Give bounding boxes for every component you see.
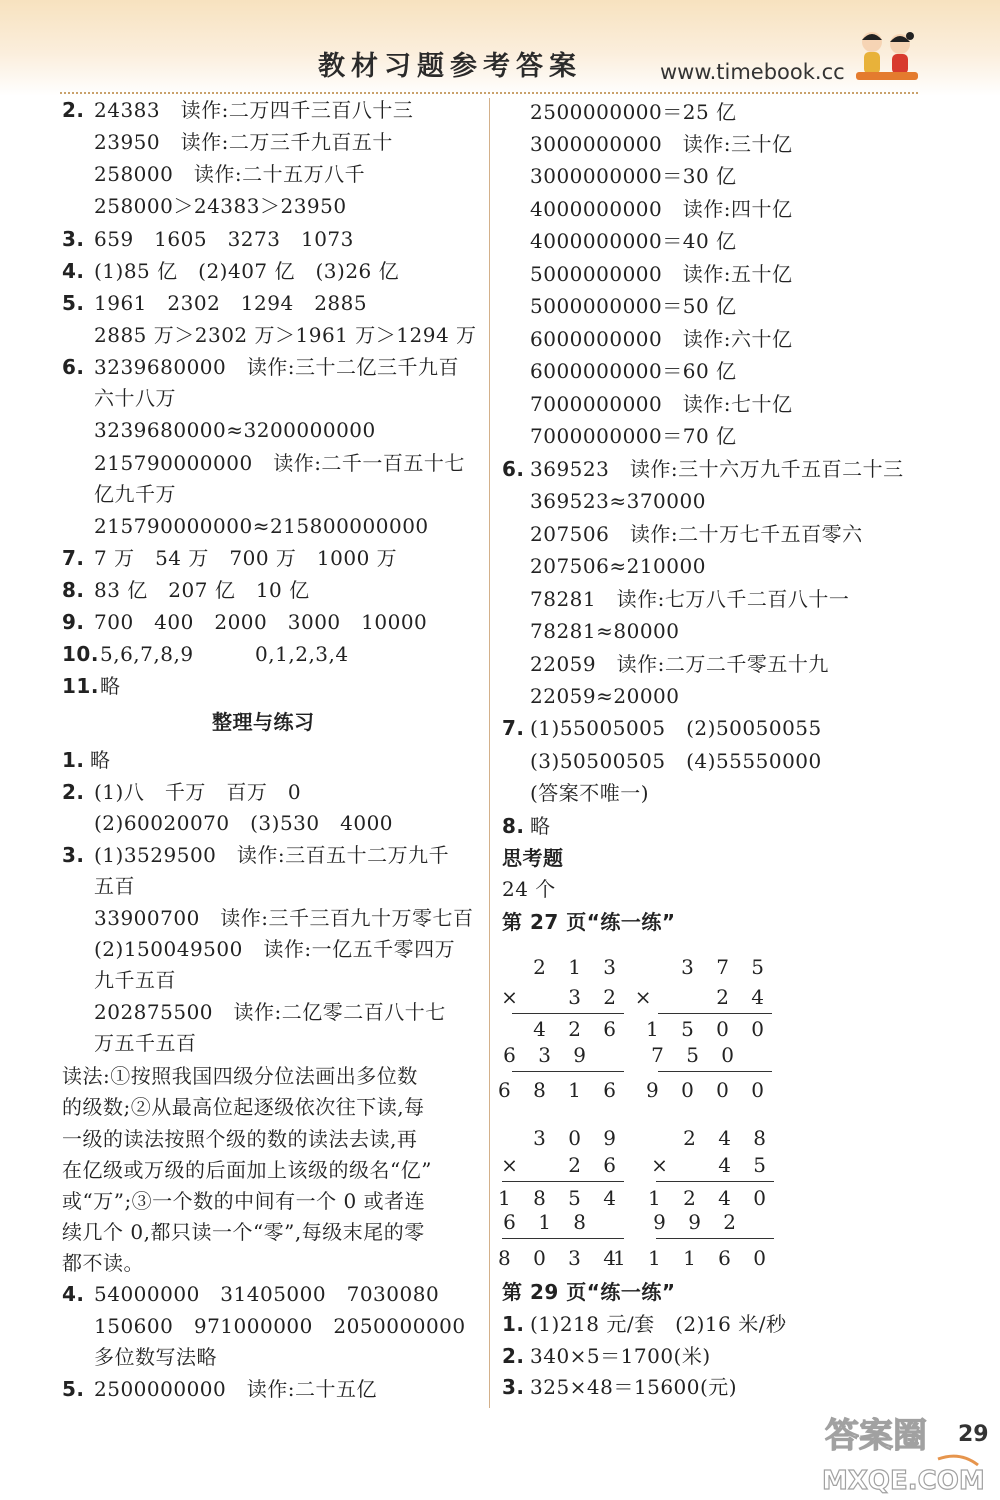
answer-line: 2500000000 读作:二十五亿 bbox=[94, 1377, 377, 1401]
answer-line: 九千五百 bbox=[94, 968, 176, 992]
page27-practice-title: 第 27 页“练一练” bbox=[502, 910, 676, 934]
answer-line: (1)55005005 (2)50050055 bbox=[530, 716, 822, 740]
answer-line: 700 400 2000 3000 10000 bbox=[94, 610, 428, 634]
answer-line: 369523 读作:三十六万九千五百二十三 bbox=[530, 457, 904, 481]
partial-product: 7 5 0 bbox=[651, 1043, 742, 1067]
answer-line: 340×5＝1700(米) bbox=[530, 1344, 711, 1368]
calc-rule bbox=[502, 1181, 624, 1182]
answer-line: (3)50500505 (4)55550000 bbox=[530, 749, 822, 773]
partial-product: 6 1 8 bbox=[503, 1210, 594, 1234]
item-number: 7. bbox=[502, 716, 525, 740]
item-number: 2. bbox=[62, 98, 85, 122]
svg-text:MXQE.COM: MXQE.COM bbox=[822, 1466, 985, 1496]
item-number: 5. bbox=[62, 291, 85, 315]
think-question-answer: 24 个 bbox=[502, 877, 556, 901]
children-mascot-icon bbox=[852, 28, 924, 84]
vertical-multiplication bbox=[498, 1126, 624, 1276]
item-number: 1. bbox=[502, 1312, 525, 1336]
item-number: 4. bbox=[62, 1282, 85, 1306]
column-divider bbox=[489, 98, 490, 1408]
answer-line: 207506 读作:二十万七千五百零六 bbox=[530, 522, 863, 546]
header-divider bbox=[60, 92, 918, 94]
page-header-band bbox=[0, 0, 1000, 96]
calc-rule bbox=[512, 1071, 624, 1072]
answer-line: 33900700 读作:三千三百九十万零七百 bbox=[94, 906, 474, 930]
item-number: 3. bbox=[502, 1375, 525, 1399]
answer-line: 6000000000＝60 亿 bbox=[530, 359, 737, 383]
multiplier: × 2 4 bbox=[634, 985, 772, 1009]
vertical-multiplication bbox=[634, 955, 772, 1105]
product-result: 1 1 1 6 0 bbox=[612, 1246, 774, 1270]
multiplicand: 3 0 9 bbox=[533, 1126, 624, 1150]
page-number: 29 bbox=[958, 1422, 989, 1447]
item-number: 10. bbox=[62, 642, 99, 666]
answer-line: 22059≈20000 bbox=[530, 684, 680, 708]
answer-line: 3239680000≈3200000000 bbox=[94, 418, 376, 442]
answer-line: 78281≈80000 bbox=[530, 619, 680, 643]
calc-rule bbox=[658, 1013, 772, 1014]
page29-practice-title: 第 29 页“练一练” bbox=[502, 1280, 676, 1304]
answer-line: 215790000000≈215800000000 bbox=[94, 514, 429, 538]
answer-line: 6000000000 读作:六十亿 bbox=[530, 327, 793, 351]
answer-line: (1)3529500 读作:三百五十二万九千 bbox=[94, 843, 450, 867]
calc-rule bbox=[512, 1013, 624, 1014]
calc-rule bbox=[656, 1238, 774, 1239]
multiplicand: 2 4 8 bbox=[683, 1126, 774, 1150]
reading-method-text: 的级数;②从最高位起逐级依次往下读,每 bbox=[62, 1095, 425, 1119]
answer-line: 4000000000＝40 亿 bbox=[530, 229, 737, 253]
item-number: 7. bbox=[62, 546, 85, 570]
answer-line: 215790000000 读作:二千一百五十七 bbox=[94, 451, 465, 475]
multiplier: × 4 5 bbox=[651, 1153, 774, 1177]
answer-line: 202875500 读作:二亿零二百八十七 bbox=[94, 1000, 446, 1024]
answer-line: (2)150049500 读作:一亿五千零四万 bbox=[94, 937, 456, 961]
answer-line: 多位数写法略 bbox=[94, 1345, 217, 1369]
multiplicand: 3 7 5 bbox=[681, 955, 772, 979]
reading-method-text: 一级的读法按照个级的数的读法去读,再 bbox=[62, 1127, 418, 1151]
svg-text:答案圈: 答案圈 bbox=[825, 1416, 927, 1456]
answer-line: 3000000000＝30 亿 bbox=[530, 164, 737, 188]
answer-line: 78281 读作:七万八千二百八十一 bbox=[530, 587, 850, 611]
partial-product: 9 9 2 bbox=[653, 1210, 744, 1234]
answer-line: 24383 读作:二万四千三百八十三 bbox=[94, 98, 414, 122]
answer-line: 150600 971000000 2050000000 bbox=[94, 1314, 466, 1338]
partial-product: 1 2 4 0 bbox=[648, 1186, 774, 1210]
item-number: 1. bbox=[62, 748, 85, 772]
item-number: 3. bbox=[62, 843, 85, 867]
product-result: 8 0 3 4 bbox=[498, 1246, 624, 1270]
answer-line: 7 万 54 万 700 万 1000 万 bbox=[94, 546, 398, 570]
item-number: 4. bbox=[62, 259, 85, 283]
answer-line: 万五千五百 bbox=[94, 1031, 197, 1055]
answer-line: 1961 2302 1294 2885 bbox=[94, 291, 368, 315]
answer-line: 略 bbox=[90, 748, 111, 772]
answer-line: (1)八 千万 百万 0 bbox=[94, 780, 302, 804]
vertical-multiplication bbox=[498, 955, 624, 1105]
answer-line: 略 bbox=[530, 814, 551, 838]
item-number: 2. bbox=[502, 1344, 525, 1368]
calc-rule bbox=[656, 1181, 774, 1182]
answer-line: 六十八万 bbox=[94, 386, 176, 410]
product-result: 9 0 0 0 bbox=[646, 1078, 772, 1102]
vertical-multiplication bbox=[612, 1126, 774, 1276]
calc-rule bbox=[502, 1238, 624, 1239]
partial-product: 4 2 6 bbox=[533, 1017, 624, 1041]
item-number: 6. bbox=[502, 457, 525, 481]
header-title: 教材习题参考答案 bbox=[318, 51, 582, 82]
answer-line: 2885 万＞2302 万＞1961 万＞1294 万 bbox=[94, 323, 477, 347]
reading-method-text: 都不读。 bbox=[62, 1251, 144, 1275]
partial-product: 6 3 9 bbox=[503, 1043, 594, 1067]
section-title: 整理与练习 bbox=[212, 710, 315, 734]
reading-method-text: 续几个 0,都只读一个“零”,每级末尾的零 bbox=[62, 1220, 425, 1244]
answer-line: 五百 bbox=[94, 874, 135, 898]
multiplicand: 2 1 3 bbox=[533, 955, 624, 979]
answer-line: 4000000000 读作:四十亿 bbox=[530, 197, 793, 221]
item-number: 2. bbox=[62, 780, 85, 804]
multiplier: × 3 2 bbox=[501, 985, 624, 1009]
partial-product: 1 8 5 4 bbox=[498, 1186, 624, 1210]
answer-line: (1)85 亿 (2)407 亿 (3)26 亿 bbox=[94, 259, 400, 283]
answer-line: 5000000000＝50 亿 bbox=[530, 294, 737, 318]
partial-product: 1 5 0 0 bbox=[646, 1017, 772, 1041]
think-question-title: 思考题 bbox=[502, 846, 564, 870]
product-result: 6 8 1 6 bbox=[498, 1078, 624, 1102]
calc-rule bbox=[658, 1071, 772, 1072]
answer-line: 亿九千万 bbox=[94, 482, 176, 506]
item-number: 3. bbox=[62, 227, 85, 251]
answer-line: 3239680000 读作:三十二亿三千九百 bbox=[94, 355, 459, 379]
reading-method-text: 或“万”;③一个数的中间有一个 0 或者连 bbox=[62, 1189, 426, 1213]
header-url: www.timebook.cc bbox=[660, 60, 845, 84]
answer-line: 22059 读作:二万二千零五十九 bbox=[530, 652, 829, 676]
answer-line: 325×48＝15600(元) bbox=[530, 1375, 738, 1399]
answer-line: 207506≈210000 bbox=[530, 554, 706, 578]
answer-line: 7000000000＝70 亿 bbox=[530, 424, 737, 448]
item-number: 6. bbox=[62, 355, 85, 379]
answer-line: 258000＞24383＞23950 bbox=[94, 194, 347, 218]
watermark-logo-icon bbox=[820, 1405, 995, 1497]
item-number: 9. bbox=[62, 610, 85, 634]
answer-line: 5000000000 读作:五十亿 bbox=[530, 262, 793, 286]
answer-line: 5,6,7,8,9 0,1,2,3,4 bbox=[100, 642, 349, 666]
item-number: 8. bbox=[502, 814, 525, 838]
answer-line: 258000 读作:二十五万八千 bbox=[94, 162, 366, 186]
answer-line: 3000000000 读作:三十亿 bbox=[530, 132, 793, 156]
answer-line: (答案不唯一) bbox=[530, 781, 650, 805]
multiplier: × 2 6 bbox=[501, 1153, 624, 1177]
item-number: 5. bbox=[62, 1377, 85, 1401]
answer-line: 略 bbox=[100, 674, 121, 698]
answer-line: 23950 读作:二万三千九百五十 bbox=[94, 130, 393, 154]
item-number: 8. bbox=[62, 578, 85, 602]
answer-line: (1)218 元/套 (2)16 米/秒 bbox=[530, 1312, 787, 1336]
answer-line: 2500000000＝25 亿 bbox=[530, 100, 737, 124]
answer-line: 7000000000 读作:七十亿 bbox=[530, 392, 793, 416]
item-number: 11. bbox=[62, 674, 99, 698]
answer-line: (2)60020070 (3)530 4000 bbox=[94, 811, 394, 835]
answer-line: 369523≈370000 bbox=[530, 489, 706, 513]
answer-line: 83 亿 207 亿 10 亿 bbox=[94, 578, 310, 602]
reading-method-text: 在亿级或万级的后面加上该级的级名“亿” bbox=[62, 1158, 432, 1182]
answer-line: 659 1605 3273 1073 bbox=[94, 227, 354, 251]
answer-line: 54000000 31405000 7030080 bbox=[94, 1282, 440, 1306]
reading-method-text: 读法:①按照我国四级分位法画出多位数 bbox=[62, 1064, 418, 1088]
